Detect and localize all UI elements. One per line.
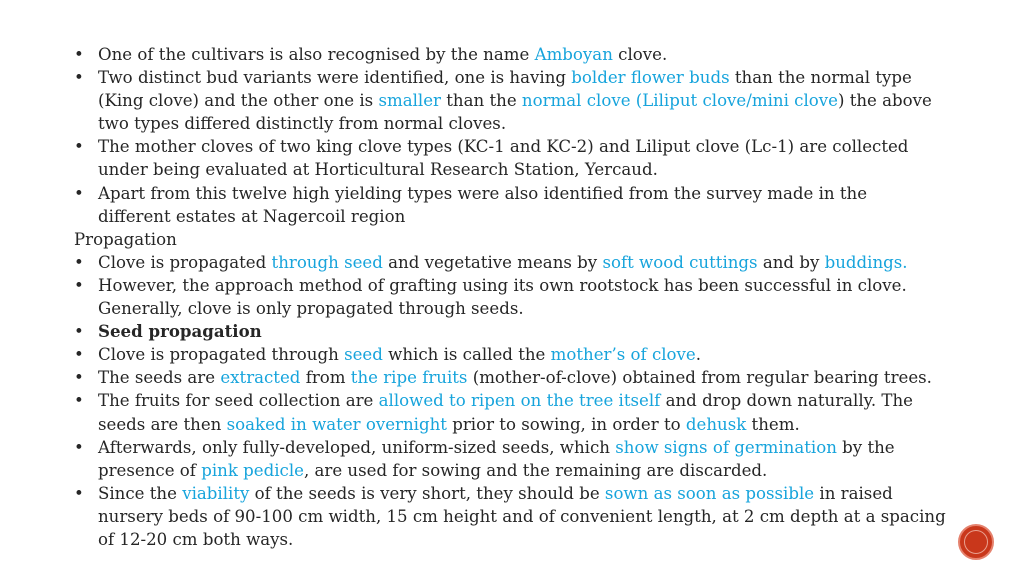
bullet-mothers-of-clove: • Clove is propagated through seed which is called the mother’s of clove. xyxy=(74,343,984,366)
highlight-text: dehusk xyxy=(685,414,747,434)
bullet-continuation: under being evaluated at Horticultural Research Station, Yercaud. xyxy=(98,160,658,180)
bullet-dot: • xyxy=(74,391,84,411)
slide-body xyxy=(74,43,984,551)
highlight-text: viability xyxy=(182,483,250,503)
bullet-germination: • Afterwards, only fully-developed, uniform-sized seeds, which show signs of germination by the xyxy=(74,436,984,459)
bullet-dot: • xyxy=(74,45,84,64)
highlight-text: soft wood cuttings xyxy=(602,252,758,272)
highlight-text: buddings. xyxy=(824,252,908,272)
bullet-continuation: Generally, clove is only propagated through seeds. xyxy=(98,299,524,319)
highlight-text: allowed to ripen on the tree itself xyxy=(378,391,661,411)
bullet-dot: • xyxy=(74,68,84,88)
highlight-text: pink pedicle xyxy=(201,460,304,480)
bullet-propagation-methods: • Clove is propagated through seed and vegetative means by soft wood cuttings and by buddings. xyxy=(74,251,984,274)
bullet-amboyan: • One of the cultivars is also recognised by the name Amboyan clove. xyxy=(74,43,984,66)
bullet-fruit-collection: • The fruits for seed collection are allowed to ripen on the tree itself and drop down naturally. The xyxy=(74,389,984,412)
highlight-text: normal clove (Liliput clove/mini clove xyxy=(521,91,838,111)
page-number-marker xyxy=(958,524,994,560)
highlight-text: through seed xyxy=(271,252,383,272)
bullet-dot: • xyxy=(74,275,84,295)
bullet-dot: • xyxy=(74,345,84,365)
subheading-seed-propagation: Seed propagation xyxy=(98,321,262,342)
bullet-seed-propagation xyxy=(74,320,984,343)
highlight-text: bolder flower buds xyxy=(571,68,730,88)
highlight-text: mother’s of clove xyxy=(550,345,696,365)
bullet-continuation: (King clove) and the other one is smaller than the normal clove (Liliput clove/mini clove) the above xyxy=(98,91,932,111)
bullet-bud-variants: • Two distinct bud variants were identified, one is having bolder flower buds than the normal type xyxy=(74,66,984,89)
highlight-text: Amboyan xyxy=(534,45,613,64)
bullet-mother-cloves: • The mother cloves of two king clove types (KC-1 and KC-2) and Liliput clove (Lc-1) are collected xyxy=(74,135,984,158)
bullet-continuation: presence of pink pedicle, are used for sowing and the remaining are discarded. xyxy=(98,460,768,480)
bullet-dot: • xyxy=(74,183,84,203)
bullet-continuation: seeds are then soaked in water overnight prior to sowing, in order to dehusk them. xyxy=(98,414,800,434)
highlight-text: extracted xyxy=(220,368,301,388)
bullet-dot: • xyxy=(74,368,84,388)
section-heading-propagation: Propagation xyxy=(74,229,177,249)
bullet-dot: • xyxy=(74,483,84,503)
bullet-continuation: nursery beds of 90-100 cm width, 15 cm height and of convenient length, at 2 cm depth at a spacing xyxy=(98,506,946,526)
bullet-dot: • xyxy=(74,437,84,457)
highlight-text: seed xyxy=(344,345,383,365)
bullet-seed-extraction: • The seeds are extracted from the ripe fruits (mother-of-clove) obtained from regular bearing trees. xyxy=(74,366,984,389)
highlight-text: show signs of germination xyxy=(615,437,837,457)
highlight-text: smaller xyxy=(378,91,441,111)
highlight-text: sown as soon as possible xyxy=(604,483,815,503)
bullet-high-yielding: • Apart from this twelve high yielding types were also identified from the survey made in the xyxy=(74,182,984,205)
highlight-text: soaked in water overnight xyxy=(226,414,447,434)
bullet-dot: • xyxy=(74,137,84,157)
bullet-dot: • xyxy=(74,322,84,342)
highlight-text: the ripe fruits xyxy=(350,368,468,388)
bullet-viability: • Since the viability of the seeds is very short, they should be sown as soon as possible in raised xyxy=(74,482,984,505)
bullet-continuation: different estates at Nagercoil region xyxy=(98,206,406,226)
bullet-grafting: • However, the approach method of grafting using its own rootstock has been successful in clove. xyxy=(74,274,984,297)
bullet-continuation: two types differed distinctly from normal cloves. xyxy=(98,114,507,134)
page-marker-ring xyxy=(964,530,988,554)
bullet-dot: • xyxy=(74,252,84,272)
bullet-continuation: of 12-20 cm both ways. xyxy=(98,529,294,549)
